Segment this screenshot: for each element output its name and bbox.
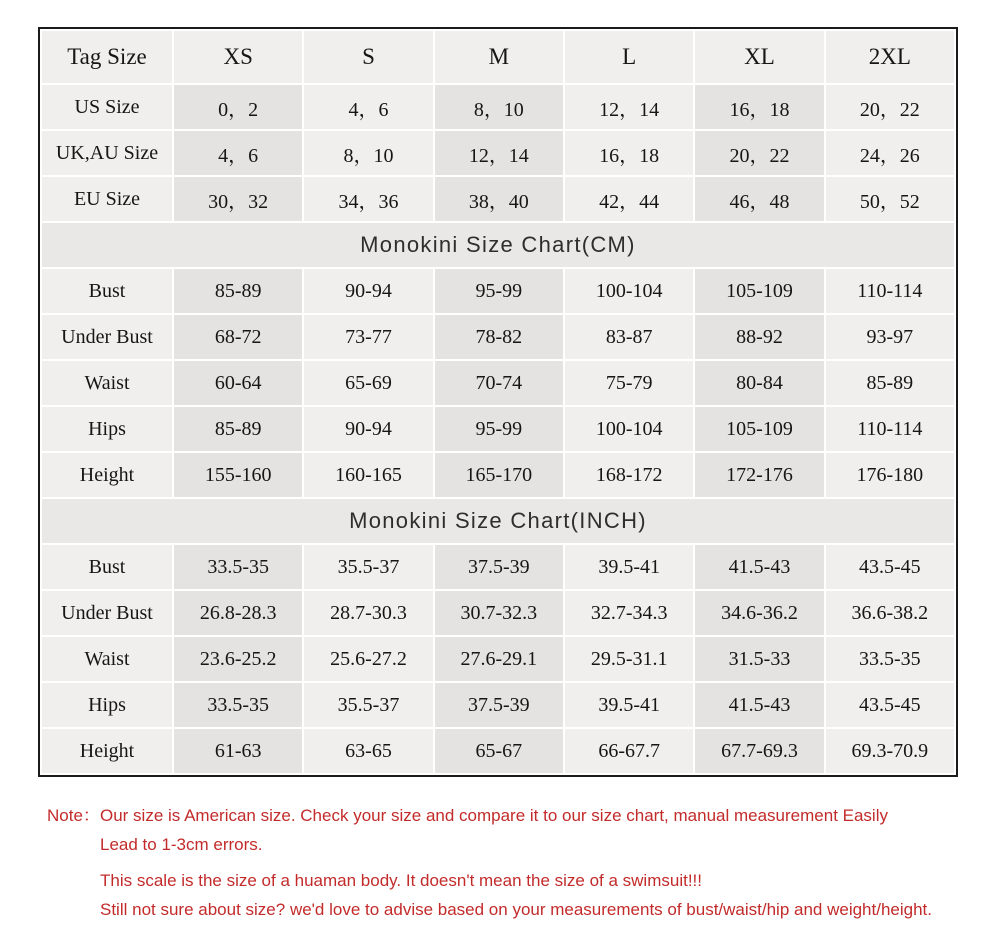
size-cell: 80-84 <box>695 361 823 405</box>
row-label: UK,AU Size <box>42 131 172 175</box>
size-cell: 100-104 <box>565 269 693 313</box>
size-cell: 23.6-25.2 <box>174 637 302 681</box>
size-cell: 16，18 <box>695 85 823 129</box>
size-cell: 39.5-41 <box>565 683 693 727</box>
row-label: Hips <box>42 683 172 727</box>
size-cell: 65-69 <box>304 361 432 405</box>
size-cell: 70-74 <box>435 361 563 405</box>
note-line-1: Our size is American size. Check your size and compare it to our size chart, manual measurement Easily <box>100 806 888 825</box>
row-label: US Size <box>42 85 172 129</box>
note-line-2: Lead to 1-3cm errors. <box>100 835 263 854</box>
column-header: XS <box>174 31 302 83</box>
row-label: Bust <box>42 269 172 313</box>
size-cell: 12，14 <box>435 131 563 175</box>
size-cell: 66-67.7 <box>565 729 693 773</box>
size-cell: 8，10 <box>304 131 432 175</box>
size-cell: 33.5-35 <box>174 545 302 589</box>
column-header: S <box>304 31 432 83</box>
size-cell: 4，6 <box>174 131 302 175</box>
size-cell: 28.7-30.3 <box>304 591 432 635</box>
size-cell: 100-104 <box>565 407 693 451</box>
size-cell: 36.6-38.2 <box>826 591 954 635</box>
row-label: Under Bust <box>42 591 172 635</box>
size-cell: 61-63 <box>174 729 302 773</box>
size-cell: 65-67 <box>435 729 563 773</box>
size-cell: 24，26 <box>826 131 954 175</box>
note-line-4: Still not sure about size? we'd love to advise based on your measurements of bust/waist/hip and weight/height. <box>100 900 933 919</box>
size-cell: 63-65 <box>304 729 432 773</box>
size-cell: 20，22 <box>826 85 954 129</box>
size-cell: 27.6-29.1 <box>435 637 563 681</box>
size-cell: 78-82 <box>435 315 563 359</box>
size-cell: 43.5-45 <box>826 545 954 589</box>
size-cell: 73-77 <box>304 315 432 359</box>
column-header: M <box>435 31 563 83</box>
size-cell: 39.5-41 <box>565 545 693 589</box>
size-cell: 37.5-39 <box>435 683 563 727</box>
size-cell: 34.6-36.2 <box>695 591 823 635</box>
size-cell: 46，48 <box>695 177 823 221</box>
note-section <box>47 801 977 924</box>
size-cell: 50，52 <box>826 177 954 221</box>
size-cell: 35.5-37 <box>304 545 432 589</box>
column-header: 2XL <box>826 31 954 83</box>
size-cell: 32.7-34.3 <box>565 591 693 635</box>
size-cell: 16，18 <box>565 131 693 175</box>
note-lines <box>100 801 977 924</box>
size-cell: 33.5-35 <box>826 637 954 681</box>
size-cell: 30.7-32.3 <box>435 591 563 635</box>
size-cell: 69.3-70.9 <box>826 729 954 773</box>
size-cell: 90-94 <box>304 269 432 313</box>
size-cell: 34，36 <box>304 177 432 221</box>
note-line-3: This scale is the size of a huaman body. It doesn't mean the size of a swimsuit!!! <box>100 871 702 890</box>
size-cell: 75-79 <box>565 361 693 405</box>
size-cell: 90-94 <box>304 407 432 451</box>
row-label: Waist <box>42 361 172 405</box>
size-cell: 41.5-43 <box>695 683 823 727</box>
row-label: Height <box>42 453 172 497</box>
section-title: Monokini Size Chart(CM) <box>42 223 954 267</box>
size-cell: 172-176 <box>695 453 823 497</box>
size-cell: 168-172 <box>565 453 693 497</box>
size-cell: 31.5-33 <box>695 637 823 681</box>
size-cell: 93-97 <box>826 315 954 359</box>
row-label: Hips <box>42 407 172 451</box>
size-cell: 41.5-43 <box>695 545 823 589</box>
corner-header-tag-size: Tag Size <box>42 31 172 83</box>
size-cell: 20，22 <box>695 131 823 175</box>
size-cell: 67.7-69.3 <box>695 729 823 773</box>
size-cell: 85-89 <box>174 269 302 313</box>
section-title: Monokini Size Chart(INCH) <box>42 499 954 543</box>
size-cell: 176-180 <box>826 453 954 497</box>
row-label: Bust <box>42 545 172 589</box>
size-cell: 165-170 <box>435 453 563 497</box>
size-cell: 85-89 <box>174 407 302 451</box>
size-cell: 83-87 <box>565 315 693 359</box>
size-cell: 4，6 <box>304 85 432 129</box>
row-label: EU Size <box>42 177 172 221</box>
size-cell: 37.5-39 <box>435 545 563 589</box>
size-chart-table <box>38 27 958 777</box>
row-label: Height <box>42 729 172 773</box>
size-cell: 85-89 <box>826 361 954 405</box>
size-cell: 105-109 <box>695 269 823 313</box>
column-header: L <box>565 31 693 83</box>
size-cell: 60-64 <box>174 361 302 405</box>
size-cell: 0，2 <box>174 85 302 129</box>
size-cell: 38，40 <box>435 177 563 221</box>
size-cell: 110-114 <box>826 407 954 451</box>
column-header: XL <box>695 31 823 83</box>
size-cell: 12，14 <box>565 85 693 129</box>
size-cell: 110-114 <box>826 269 954 313</box>
size-cell: 155-160 <box>174 453 302 497</box>
size-cell: 105-109 <box>695 407 823 451</box>
size-cell: 33.5-35 <box>174 683 302 727</box>
size-cell: 35.5-37 <box>304 683 432 727</box>
size-cell: 43.5-45 <box>826 683 954 727</box>
size-cell: 42，44 <box>565 177 693 221</box>
size-cell: 25.6-27.2 <box>304 637 432 681</box>
size-cell: 26.8-28.3 <box>174 591 302 635</box>
size-cell: 95-99 <box>435 407 563 451</box>
size-cell: 88-92 <box>695 315 823 359</box>
size-cell: 160-165 <box>304 453 432 497</box>
size-cell: 95-99 <box>435 269 563 313</box>
size-cell: 30，32 <box>174 177 302 221</box>
size-cell: 8，10 <box>435 85 563 129</box>
note-label: Note： <box>47 806 100 825</box>
row-label: Waist <box>42 637 172 681</box>
size-cell: 29.5-31.1 <box>565 637 693 681</box>
size-cell: 68-72 <box>174 315 302 359</box>
row-label: Under Bust <box>42 315 172 359</box>
